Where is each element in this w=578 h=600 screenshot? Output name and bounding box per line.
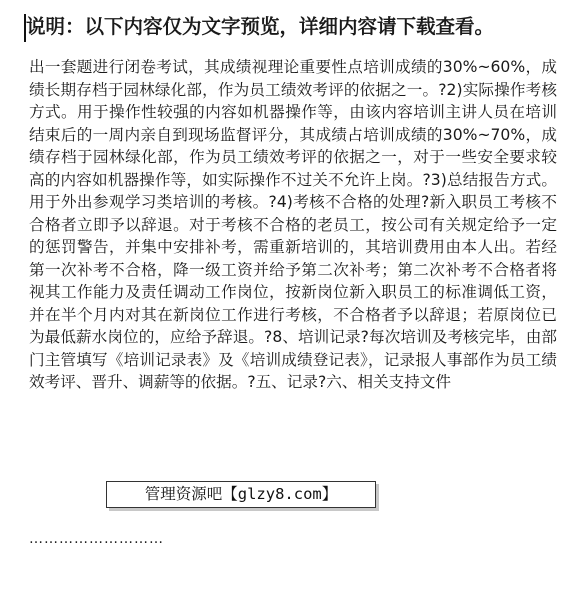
truncation-ellipsis: ……………………… [29, 531, 164, 547]
document-body-text: 出一套题进行闭卷考试，其成绩视理论重要性点培训成绩的30%~60%，成绩长期存档于园林绿化部，作为员工绩效考评的依据之一。?2)实际操作考核方式。用于操作性较强的内容如机器操作等，由该内容培训主讲人员在培训结束后的一周内亲自到现场监督评分，其成绩占培训成绩的30%~70%，成绩存档于园林绿化部，作为员工绩效考评的依据之一，对于一些安全要求较高的内容如机器操作等，如实际操作不过关不允许上岗。?3)总结报告方式。用于外出参观学习类培训的考核。?4)考核不合格的处理?新入职员工考核不合格者立即予以辞退。对于考核不合格的老员工，按公司有关规定给予一定的惩罚警告，并集中安排补考，需重新培训的，其培训费用由本人出。若经第一次补考不合格，降一级工资并给予第二次补考；第二次补考不合格者将视其工作能力及责任调动工作岗位，按新岗位新入职员工的标准调低工资，并在半个月内对其在新岗位工作进行考核，不合格者予以辞退；若原岗位已为最低薪水岗位的，应给予辞退。?8、培训记录?每次培训及考核完毕，由部门主管填写《培训记录表》及《培训成绩登记表》，记录报人事部作为员工绩效考评、晋升、调薪等的依据。?五、记录?六、相关支持文件 [29, 58, 557, 391]
preview-notice: 说明：以下内容仅为文字预览，详细内容请下载查看。 [26, 15, 495, 38]
watermark-banner: 管理资源吧【glzy8.com】 [106, 481, 376, 508]
